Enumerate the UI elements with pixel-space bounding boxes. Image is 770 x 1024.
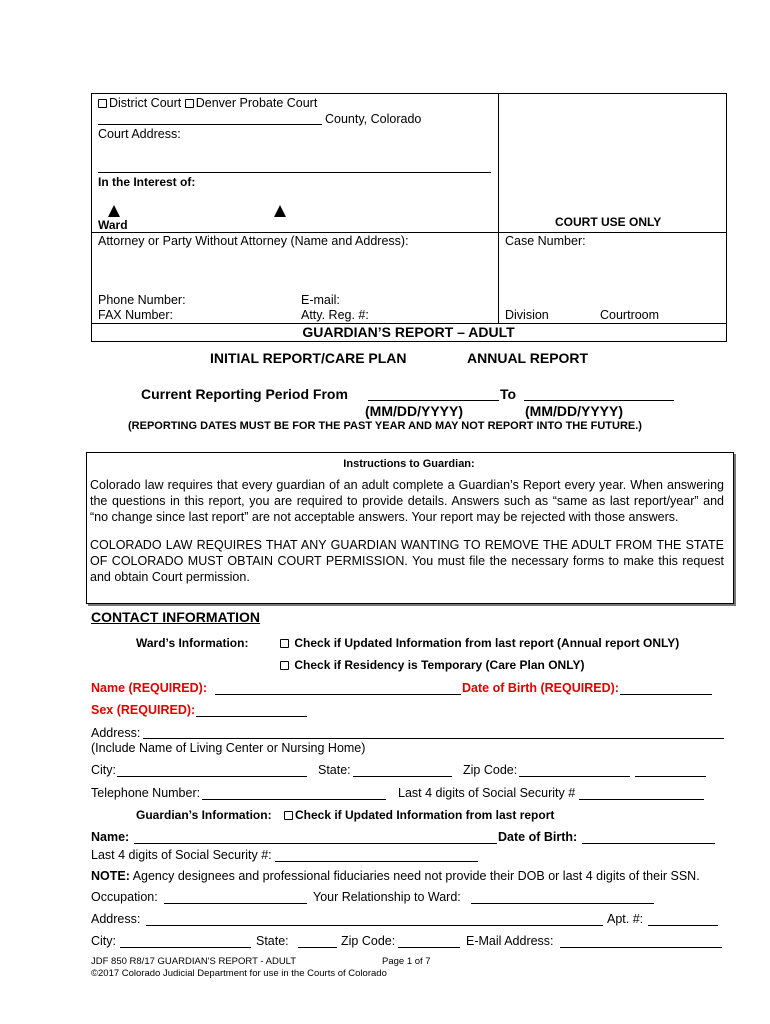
footer-page: Page 1 of 7	[382, 956, 431, 967]
annual-report-option[interactable]	[467, 350, 588, 366]
ward-sex-input[interactable]	[196, 716, 307, 717]
period-from-input[interactable]	[368, 400, 499, 401]
ward-name-input[interactable]	[215, 694, 461, 695]
apt-label: Apt. #:	[607, 912, 644, 926]
ward-ssn-input[interactable]	[579, 799, 704, 800]
guardian-address-label: Address:	[91, 912, 141, 926]
district-court-label: District Court	[109, 96, 182, 110]
ward-state-label: State:	[318, 763, 351, 777]
county-input[interactable]	[98, 124, 322, 125]
atty-reg-label: Atty. Reg. #:	[301, 308, 369, 322]
division-label: Division	[505, 308, 549, 322]
guardian-city-label: City:	[91, 934, 116, 948]
arrow-up-icon	[274, 205, 286, 217]
ward-state-input[interactable]	[353, 776, 452, 777]
occupation-label: Occupation:	[91, 890, 158, 904]
section-title: CONTACT INFORMATION	[91, 609, 261, 625]
ward-zip-input[interactable]	[519, 776, 630, 777]
to-format: (MM/DD/YYYY)	[525, 403, 623, 419]
note	[91, 869, 700, 883]
ward-address-input[interactable]	[143, 738, 724, 739]
ward-city-label: City:	[91, 763, 116, 777]
ward-address-note: (Include Name of Living Center or Nursing Home)	[91, 741, 366, 755]
from-format: (MM/DD/YYYY)	[365, 403, 463, 419]
denver-probate-label: Denver Probate Court	[195, 96, 318, 110]
guardian-ssn-label: Last 4 digits of Social Security #:	[91, 848, 272, 862]
court-address-label: Court Address:	[98, 127, 181, 141]
district-court-checkbox[interactable]	[98, 99, 107, 108]
guardian-dob-input[interactable]	[582, 843, 715, 844]
guardian-info-label: Guardian’s Information:	[136, 808, 272, 822]
instructions-paragraph: Colorado law requires that every guardian of an adult complete a Guardian’s Report every year. When answering the questions in this report, you are required to provide details. Answers such as “same as last report/year” and “no change since last report” are not acceptable answers. Your report may be rejected with those answers.	[90, 478, 724, 524]
guardian-email-label: E-Mail Address:	[466, 934, 554, 948]
ward-dob-input[interactable]	[620, 694, 712, 695]
guardian-address-input[interactable]	[146, 925, 603, 926]
case-number-label: Case Number:	[505, 234, 586, 248]
ward-label: Ward	[98, 218, 128, 232]
relationship-input[interactable]	[471, 903, 654, 904]
guardian-ssn-input[interactable]	[275, 861, 478, 862]
ward-telephone-label: Telephone Number:	[91, 786, 201, 800]
court-address-input[interactable]	[98, 172, 491, 173]
instructions-paragraph: COLORADO LAW REQUIRES THAT ANY GUARDIAN WANTING TO REMOVE THE ADULT FROM THE STATE OF COLORADO MUST OBTAIN COURT PERMISSION. You must file the necessary forms to make this request and obtain Court permission.	[90, 538, 724, 584]
ward-dob-label: Date of Birth (REQUIRED):	[462, 681, 619, 695]
arrow-up-icon	[108, 205, 120, 217]
initial-report-option[interactable]	[210, 350, 407, 366]
caption-divider	[91, 232, 726, 233]
court-selection	[98, 96, 317, 110]
county-label: County, Colorado	[325, 112, 422, 126]
annual-report-label: ANNUAL REPORT	[467, 350, 589, 366]
guardian-zip-input[interactable]	[398, 947, 460, 948]
ward-name-label: Name (REQUIRED):	[91, 681, 207, 695]
residency-temp-option[interactable]	[280, 658, 584, 672]
relationship-label: Your Relationship to Ward:	[313, 890, 461, 904]
ward-telephone-input[interactable]	[202, 799, 386, 800]
ward-updated-checkbox[interactable]	[280, 639, 289, 648]
ward-zip-label: Zip Code:	[463, 763, 518, 777]
period-from-label: Current Reporting Period From	[141, 386, 348, 402]
ward-zip-ext-input[interactable]	[635, 776, 706, 777]
phone-label: Phone Number:	[98, 293, 186, 307]
note-label: NOTE:	[91, 869, 130, 883]
guardian-zip-label: Zip Code:	[341, 934, 396, 948]
initial-report-label: INITIAL REPORT/CARE PLAN	[210, 350, 407, 366]
instructions-heading: Instructions to Guardian:	[343, 458, 475, 470]
form-title: GUARDIAN’S REPORT – ADULT	[302, 324, 515, 340]
caption-divider	[498, 93, 499, 323]
ward-address-label: Address:	[91, 726, 141, 740]
guardian-dob-label: Date of Birth:	[498, 830, 578, 844]
guardian-name-label: Name:	[91, 830, 130, 844]
guardian-state-label: State:	[256, 934, 289, 948]
guardian-updated-label: Check if Updated Information from last report	[295, 808, 555, 822]
attorney-label: Attorney or Party Without Attorney (Name and Address):	[98, 234, 409, 248]
email-label: E-mail:	[301, 293, 340, 307]
ward-ssn-label: Last 4 digits of Social Security #	[398, 786, 576, 800]
residency-temp-label: Check if Residency is Temporary (Care Plan ONLY)	[294, 658, 585, 672]
occupation-input[interactable]	[164, 903, 307, 904]
courtroom-label: Courtroom	[600, 308, 660, 322]
ward-sex-label: Sex (REQUIRED):	[91, 703, 196, 717]
period-to-label: To	[500, 386, 517, 402]
ward-updated-label: Check if Updated Information from last report (Annual report ONLY)	[294, 636, 680, 650]
apt-input[interactable]	[648, 925, 718, 926]
fax-label: FAX Number:	[98, 308, 174, 322]
footer-copyright: ©2017 Colorado Judicial Department for use in the Courts of Colorado	[91, 968, 387, 979]
guardian-state-input[interactable]	[298, 947, 337, 948]
note-text: Agency designees and professional fiduciaries need not provide their DOB or last 4 digits of their SSN.	[132, 869, 700, 883]
footer-form-id: JDF 850 R8/17 GUARDIAN'S REPORT - ADULT	[91, 956, 297, 967]
guardian-name-input[interactable]	[134, 843, 497, 844]
ward-updated-option[interactable]	[280, 636, 679, 650]
ward-info-label: Ward’s Information:	[136, 636, 249, 650]
guardian-updated-option[interactable]	[284, 808, 554, 822]
residency-temp-checkbox[interactable]	[280, 661, 289, 670]
guardian-updated-checkbox[interactable]	[284, 811, 293, 820]
period-to-input[interactable]	[524, 400, 674, 401]
ward-city-input[interactable]	[117, 776, 307, 777]
interest-label: In the Interest of:	[98, 175, 196, 189]
guardian-email-input[interactable]	[560, 947, 722, 948]
denver-probate-checkbox[interactable]	[185, 99, 194, 108]
court-use-only: COURT USE ONLY	[555, 215, 662, 229]
guardian-city-input[interactable]	[120, 947, 251, 948]
period-notice: (REPORTING DATES MUST BE FOR THE PAST YEAR AND MAY NOT REPORT INTO THE FUTURE.)	[128, 420, 642, 432]
